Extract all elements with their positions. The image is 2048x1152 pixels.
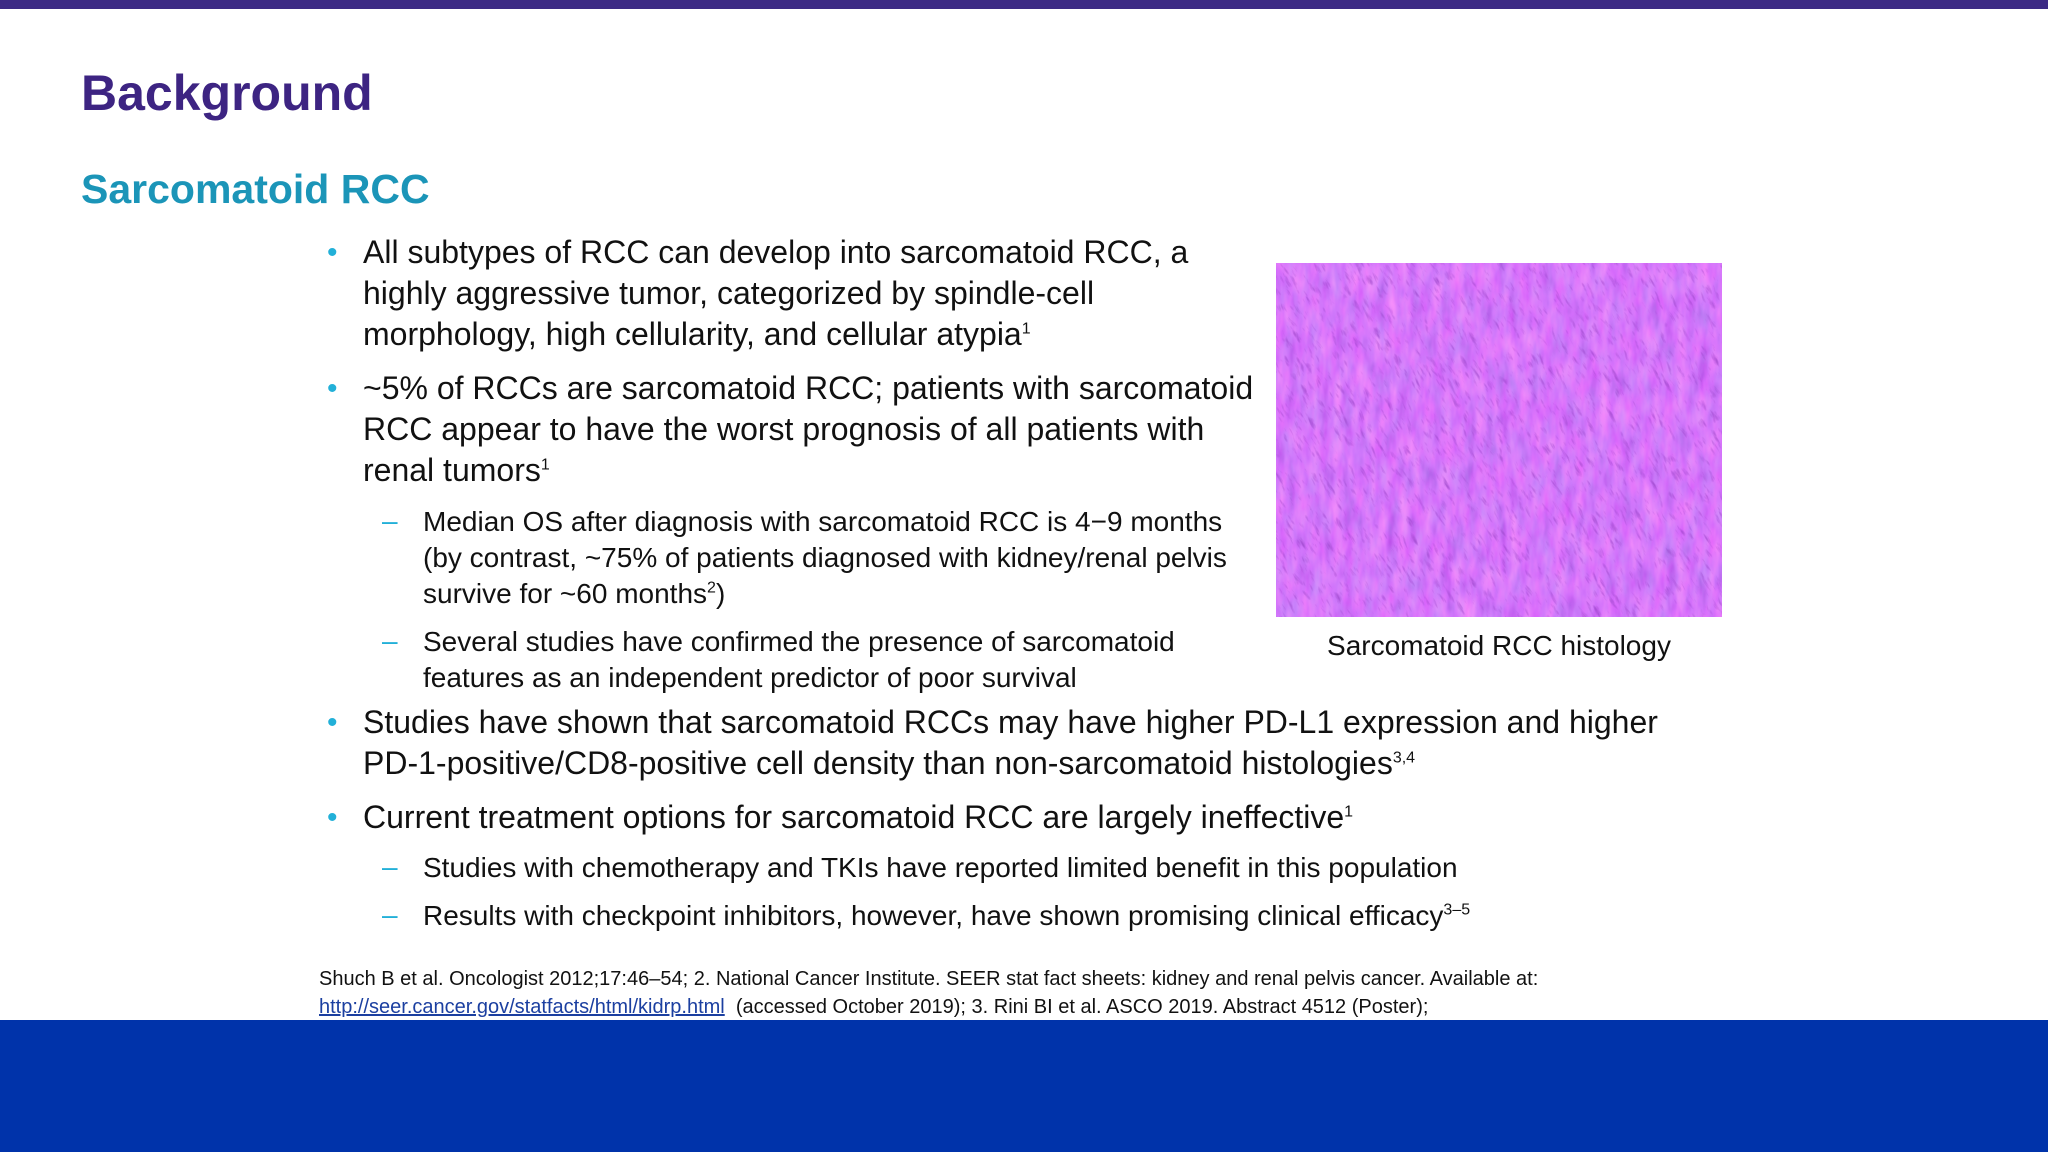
bullet-marker: • xyxy=(327,236,338,269)
footnote-ref: 3–5 xyxy=(1443,901,1471,919)
dash-marker: – xyxy=(382,851,398,882)
sub-bullet-item xyxy=(322,624,1268,695)
dash-marker: – xyxy=(382,505,398,536)
bullet-item xyxy=(322,797,1693,838)
bullet-text: ~5% of RCCs are sarcomatoid RCC; patients with sarcomatoid RCC appear to have the worst prognosis of all patients with renal tumors xyxy=(363,370,1254,488)
references xyxy=(319,965,2039,1021)
bullet-text: Current treatment options for sarcomatoid RCC are largely ineffective xyxy=(363,799,1345,835)
bullet-item xyxy=(322,232,1263,355)
sub-bullet-text: Studies with chemotherapy and TKIs have reported limited benefit in this population xyxy=(423,852,1458,883)
slide-title: Background xyxy=(81,65,373,121)
dash-marker: – xyxy=(382,899,398,930)
sub-bullet-text: Results with checkpoint inhibitors, however, have shown promising clinical efficacy xyxy=(423,900,1444,931)
reference-line-1: Shuch B et al. Oncologist 2012;17:46–54; 2. National Cancer Institute. SEER stat fact sheets: kidney and renal pelvis cancer. Available at: xyxy=(319,968,1539,990)
bullet-item xyxy=(322,702,1693,784)
top-accent-bar xyxy=(0,0,2048,9)
sub-bullet-item xyxy=(322,850,1693,886)
footnote-ref: 2 xyxy=(707,579,716,597)
reference-line-2 xyxy=(319,993,2039,1021)
image-caption: Sarcomatoid RCC histology xyxy=(1327,630,1671,661)
sub-bullet-item xyxy=(322,504,1268,612)
footnote-ref: 3,4 xyxy=(1392,749,1416,767)
bullet-item xyxy=(322,368,1263,491)
dash-marker: – xyxy=(382,625,398,656)
bullet-marker: • xyxy=(327,801,338,834)
histology-image xyxy=(1276,263,1722,617)
bullet-text: Studies have shown that sarcomatoid RCCs may have higher PD-L1 expression and higher PD-1-positive/CD8-positive cell density than non-sarcomatoid histologies xyxy=(363,704,1658,781)
bottom-band xyxy=(0,1020,2048,1152)
sub-bullet-text-end: ) xyxy=(715,578,726,609)
slide-subtitle: Sarcomatoid RCC xyxy=(81,166,430,212)
reference-line-2-text: (accessed October 2019); 3. Rini BI et al. ASCO 2019. Abstract 4512 (Poster); xyxy=(724,996,1429,1018)
footnote-ref: 1 xyxy=(1344,803,1354,821)
bullet-marker: • xyxy=(327,706,338,739)
footnote-ref: 1 xyxy=(1021,320,1031,338)
sub-bullet-text: Several studies have confirmed the presence of sarcomatoid features as an independent predictor of poor survival xyxy=(423,626,1175,693)
footnote-ref: 1 xyxy=(540,456,550,474)
sub-bullet-item xyxy=(322,898,1693,934)
histology-texture xyxy=(1276,263,1722,617)
seer-link[interactable]: http://seer.cancer.gov/statfacts/html/kidrp.html xyxy=(319,996,725,1018)
bullet-marker: • xyxy=(327,372,338,405)
bullet-text: All subtypes of RCC can develop into sarcomatoid RCC, a highly aggressive tumor, categorized by spindle-cell morphology, high cellularity, and cellular atypia xyxy=(363,234,1189,352)
sub-bullet-text: Median OS after diagnosis with sarcomatoid RCC is 4−9 months (by contrast, ~75% of patients diagnosed with kidney/renal pelvis survive for ~60 months xyxy=(423,506,1227,609)
